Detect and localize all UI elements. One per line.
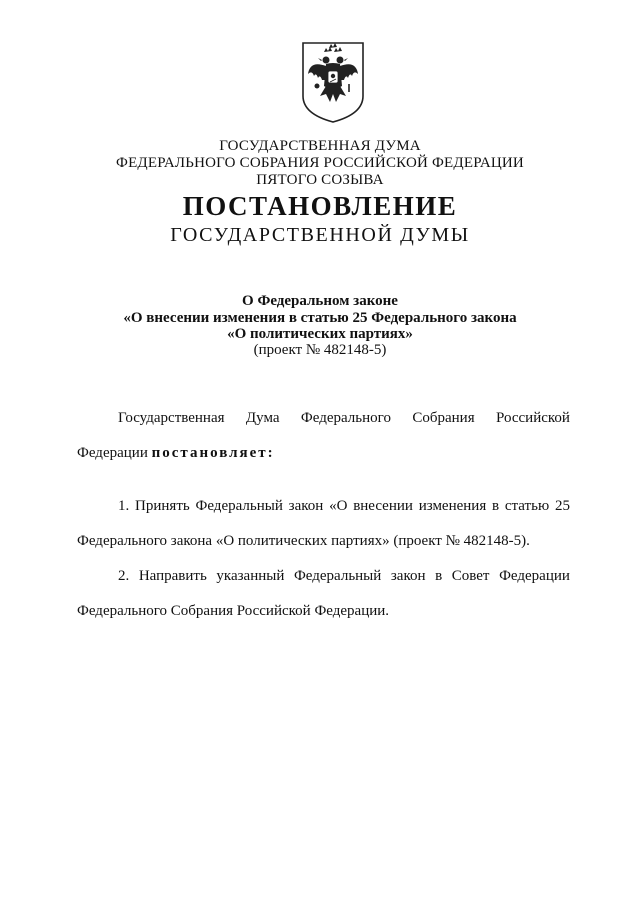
subject-line-2: «О внесении изменения в статью 25 Федерального закона <box>123 310 517 326</box>
item-2-word: 2. <box>118 568 130 584</box>
subject-line-4: (проект № 482148-5) <box>253 342 387 358</box>
item-2-word: Федеральный <box>293 568 382 584</box>
intro-line-2 <box>77 444 570 462</box>
intro-line-2-start: Федерации <box>77 445 152 461</box>
item-1-word: Федеральный <box>195 498 283 514</box>
item-1-word: в <box>492 498 500 514</box>
intro-line-1 <box>118 409 570 427</box>
intro-word: Собрания <box>412 410 475 426</box>
intro-word: Дума <box>245 410 280 426</box>
item-2-line-2: Федерального Собрания Российской Федерации. <box>77 603 390 619</box>
intro-word: Российской <box>496 410 570 426</box>
subject-line-3: «О политических партиях» <box>227 326 413 342</box>
item-1-word: статью <box>504 498 550 514</box>
org-line-2: ФЕДЕРАЛЬНОГО СОБРАНИЯ РОССИЙСКОЙ ФЕДЕРАЦИИ <box>116 155 524 171</box>
coat-of-arms-icon <box>300 40 366 124</box>
item-2-word: закон <box>390 568 426 584</box>
resolution-verb: постановляет: <box>151 445 275 461</box>
item-1-word: внесении <box>353 498 413 514</box>
item-2-word: в <box>435 568 443 584</box>
item-2-word: Федерации <box>499 568 570 584</box>
intro-word: Федерального <box>300 410 391 426</box>
item-1-word: закон <box>288 498 324 514</box>
item-1-word: 1. <box>118 498 130 514</box>
item-1-word: 25 <box>554 498 570 514</box>
org-line-3: ПЯТОГО СОЗЫВА <box>256 172 384 188</box>
document-subtitle: ГОСУДАРСТВЕННОЙ ДУМЫ <box>170 224 470 246</box>
item-1-line-1 <box>118 497 570 515</box>
intro-word: Государственная <box>118 410 225 426</box>
document-title: ПОСТАНОВЛЕНИЕ <box>182 191 458 221</box>
item-1-word: Принять <box>135 498 190 514</box>
item-2-word: указанный <box>216 568 285 584</box>
item-2-line-1 <box>118 567 570 585</box>
item-1-word: изменения <box>418 498 487 514</box>
item-1-line-2: Федерального закона «О политических партиях» (проект № 482148-5). <box>77 533 530 549</box>
item-1-word: «О <box>329 498 348 514</box>
item-2-word: Совет <box>451 568 490 584</box>
org-line-1: ГОСУДАРСТВЕННАЯ ДУМА <box>219 138 421 154</box>
item-2-word: Направить <box>138 568 207 584</box>
subject-line-1: О Федеральном законе <box>242 293 398 309</box>
